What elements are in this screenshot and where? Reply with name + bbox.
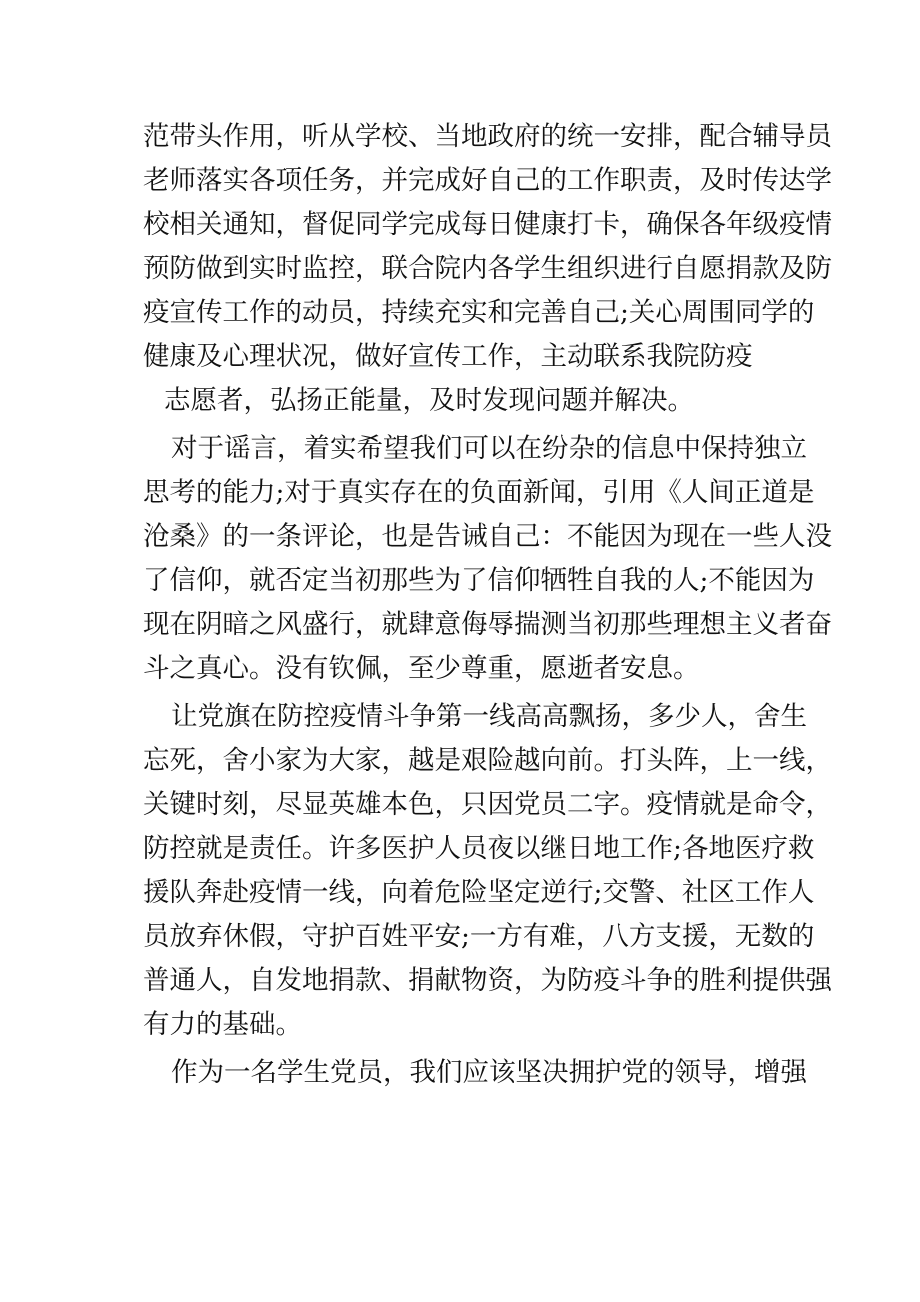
text-line: 现在阴暗之风盛行，就肆意侮辱揣测当初那些理想主义者奋 (143, 609, 832, 640)
text-line: 普通人，自发地捐款、捐献物资，为防疫斗争的胜利提供强 (143, 965, 832, 996)
text-line: 沧桑》的一条评论，也是告诫自己：不能因为现在一些人没 (143, 521, 832, 552)
text-line: 有力的基础。 (143, 1009, 302, 1040)
text-line: 援队奔赴疫情一线，向着危险坚定逆行;交警、社区工作人 (143, 877, 815, 908)
text-line: 健康及心理状况，做好宣传工作，主动联系我院防疫 (143, 341, 753, 372)
text-line: 关键时刻，尽显英雄本色，只因党员二字。疫情就是命令， (143, 789, 832, 820)
text-line: 斗之真心。没有钦佩，至少尊重，愿逝者安息。 (143, 653, 700, 684)
paragraph-first-line: 对于谣言，着实希望我们可以在纷杂的信息中保持独立 (171, 433, 807, 464)
text-line: 范带头作用，听从学校、当地政府的统一安排，配合辅导员 (143, 121, 832, 152)
text-line: 疫宣传工作的动员，持续充实和完善自己;关心周围同学的 (143, 297, 815, 328)
paragraph-first-line: 作为一名学生党员，我们应该坚决拥护党的领导，增强 (171, 1057, 807, 1088)
text-line: 员放弃休假，守护百姓平安;一方有难，八方支援，无数的 (143, 921, 815, 952)
text-line: 老师落实各项任务，并完成好自己的工作职责，及时传达学 (143, 165, 832, 196)
text-line: 思考的能力;对于真实存在的负面新闻，引用《人间正道是 (143, 477, 815, 508)
text-line: 预防做到实时监控，联合院内各学生组织进行自愿捐款及防 (143, 253, 832, 284)
text-line: 了信仰，就否定当初那些为了信仰牺牲自我的人;不能因为 (143, 565, 815, 596)
text-line: 志愿者，弘扬正能量，及时发现问题并解决。 (164, 385, 694, 416)
text-line: 防控就是责任。许多医护人员夜以继日地工作;各地医疗救 (143, 833, 815, 864)
text-line: 忘死，舍小家为大家，越是艰险越向前。打头阵，上一线， (143, 745, 832, 776)
paragraph-first-line: 让党旗在防控疫情斗争第一线高高飘扬，多少人，舍生 (171, 701, 807, 732)
text-line: 校相关通知，督促同学完成每日健康打卡，确保各年级疫情 (143, 209, 832, 240)
